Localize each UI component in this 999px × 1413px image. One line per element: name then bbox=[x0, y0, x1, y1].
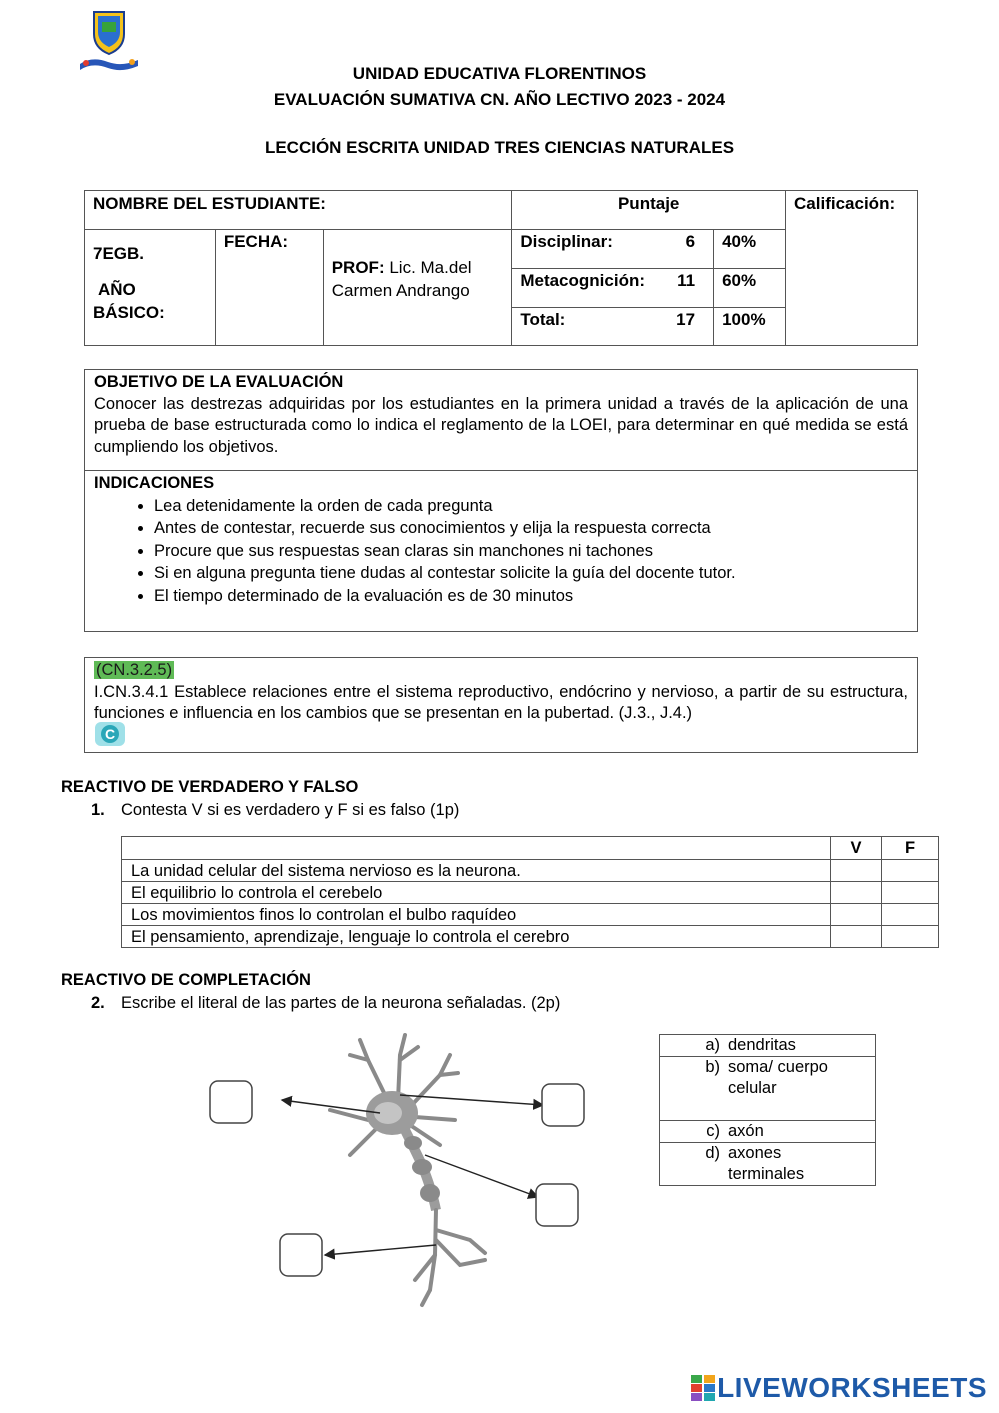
statement: El equilibrio lo controla el cerebelo bbox=[122, 882, 831, 904]
question-text: Contesta V si es verdadero y F si es falso (1p) bbox=[121, 801, 460, 819]
option-letter: b) bbox=[705, 1058, 720, 1076]
answer-f[interactable] bbox=[882, 882, 939, 904]
score-row-label: Disciplinar: bbox=[520, 232, 613, 251]
date-cell[interactable] bbox=[215, 230, 323, 346]
question-number: 1. bbox=[91, 801, 105, 819]
evaluation-title: EVALUACIÓN SUMATIVA CN. AÑO LECTIVO 2023 - 2024 bbox=[273, 90, 726, 109]
question-text: Escribe el literal de las partes de la neurona señaladas. (2p) bbox=[121, 994, 561, 1012]
objective-instructions-box bbox=[84, 369, 918, 632]
option-text: dendritas bbox=[728, 1036, 796, 1054]
section2-title: REACTIVO DE COMPLETACIÓN bbox=[61, 971, 311, 989]
score-row-points: 11 bbox=[677, 271, 696, 290]
list-item: • Antes de contestar, recuerde sus conocimientos y elija la respuesta correcta bbox=[154, 517, 908, 540]
score-row-total bbox=[512, 308, 714, 346]
table-row bbox=[660, 1035, 876, 1057]
option-text: axones terminales bbox=[728, 1144, 805, 1183]
table-row bbox=[660, 1143, 876, 1186]
instructions-list bbox=[94, 495, 908, 608]
grade-cell[interactable] bbox=[786, 191, 918, 346]
score-row-pct: 60% bbox=[714, 269, 786, 308]
date-label: FECHA: bbox=[223, 232, 289, 251]
column-v: V bbox=[831, 837, 882, 860]
score-row-label: Total: bbox=[520, 310, 566, 329]
score-row-pct: 100% bbox=[714, 308, 786, 346]
score-row-pct: 40% bbox=[714, 230, 786, 269]
prof-label: PROF: bbox=[331, 258, 385, 277]
objective-title: OBJETIVO DE LA EVALUACIÓN bbox=[94, 373, 344, 391]
table-row bbox=[122, 860, 939, 882]
prof-cell bbox=[323, 230, 512, 346]
answer-v[interactable] bbox=[831, 904, 882, 926]
option-letter: c) bbox=[706, 1122, 720, 1140]
option-text: soma/ cuerpo celular bbox=[728, 1058, 828, 1097]
answer-v[interactable] bbox=[831, 926, 882, 948]
statement: El pensamiento, aprendizaje, lenguaje lo controla el cerebro bbox=[122, 926, 831, 948]
statement: Los movimientos finos lo controlan el bulbo raquídeo bbox=[122, 904, 831, 926]
table-row bbox=[660, 1121, 876, 1143]
objective-section bbox=[85, 370, 917, 471]
option-text: axón bbox=[728, 1122, 764, 1140]
criterion-code: (CN.3.2.5) bbox=[96, 661, 173, 679]
instructions-section bbox=[85, 471, 917, 609]
table-row bbox=[122, 926, 939, 948]
statement: La unidad celular del sistema nervioso es la neurona. bbox=[122, 860, 831, 882]
header-blank bbox=[122, 837, 831, 860]
instructions-title: INDICACIONES bbox=[94, 474, 215, 492]
brand-name: LIVEWORKSHEETS bbox=[717, 1372, 987, 1403]
section1-title: REACTIVO DE VERDADERO Y FALSO bbox=[61, 778, 359, 796]
question-2 bbox=[91, 994, 560, 1013]
liveworksheets-logo bbox=[691, 1372, 987, 1404]
table-row bbox=[122, 882, 939, 904]
course-text-1: AÑO bbox=[98, 280, 136, 299]
answer-box[interactable] bbox=[542, 1084, 584, 1126]
axon-terminals bbox=[415, 1210, 485, 1305]
criterion-box bbox=[84, 657, 918, 753]
answer-box[interactable] bbox=[210, 1081, 252, 1123]
student-info-table bbox=[84, 190, 918, 346]
course-cell bbox=[85, 230, 216, 346]
list-item: • Si en alguna pregunta tiene dudas al contestar solicite la guía del docente tutor. bbox=[154, 562, 908, 585]
answer-box[interactable] bbox=[280, 1234, 322, 1276]
score-row-disciplinar bbox=[512, 230, 714, 269]
question-number: 2. bbox=[91, 994, 105, 1012]
student-name-label: NOMBRE DEL ESTUDIANTE: bbox=[85, 191, 512, 230]
neuron-diagram bbox=[200, 1025, 600, 1320]
answer-f[interactable] bbox=[882, 904, 939, 926]
list-item: • El tiempo determinado de la evaluación es de 30 minutos bbox=[154, 585, 908, 608]
answer-f[interactable] bbox=[882, 926, 939, 948]
lesson-title: LECCIÓN ESCRITA UNIDAD TRES CIENCIAS NATURALES bbox=[264, 138, 735, 157]
neuron-parts-table bbox=[659, 1034, 876, 1186]
audio-icon[interactable]: C bbox=[95, 722, 125, 746]
course-text-2: BÁSICO: bbox=[93, 303, 165, 322]
prof-name: Lic. Ma.del Carmen Andrango bbox=[331, 258, 472, 300]
criterion-text: I.CN.3.4.1 Establece relaciones entre el sistema reproductivo, endócrino y nervioso, a partir de su estructura, funciones e influencia en los cambios que se presentan en la pubertad. (J.3., J.4.) bbox=[94, 682, 908, 722]
answer-box[interactable] bbox=[536, 1184, 578, 1226]
answer-v[interactable] bbox=[831, 882, 882, 904]
score-row-metacognicion bbox=[512, 269, 714, 308]
answer-v[interactable] bbox=[831, 860, 882, 882]
list-item: • Lea detenidamente la orden de cada pregunta bbox=[154, 495, 908, 518]
option-letter: a) bbox=[705, 1036, 720, 1054]
option-letter: d) bbox=[705, 1144, 720, 1162]
column-f: F bbox=[882, 837, 939, 860]
brand-icon bbox=[691, 1375, 715, 1401]
score-row-points: 6 bbox=[685, 232, 696, 251]
grade-label: Calificación: bbox=[794, 194, 896, 213]
list-item: • Procure que sus respuestas sean claras sin manchones ni tachones bbox=[154, 540, 908, 563]
course-code: 7EGB. bbox=[93, 244, 145, 263]
table-row bbox=[122, 904, 939, 926]
table-row bbox=[660, 1057, 876, 1121]
answer-f[interactable] bbox=[882, 860, 939, 882]
score-row-points: 17 bbox=[676, 310, 696, 329]
score-row-label: Metacognición: bbox=[520, 271, 645, 290]
objective-text: Conocer las destrezas adquiridas por los estudiantes en la primera unidad a través de la aplicación de una prueba de base estructurada como lo indica el reglamento de la LOEI, para determinar en qué medida se está cumpliendo los objetivos. bbox=[94, 394, 908, 456]
school-name: UNIDAD EDUCATIVA FLORENTINOS bbox=[352, 64, 647, 83]
true-false-table bbox=[121, 836, 939, 948]
question-1 bbox=[91, 801, 459, 820]
score-label: Puntaje bbox=[512, 191, 786, 230]
